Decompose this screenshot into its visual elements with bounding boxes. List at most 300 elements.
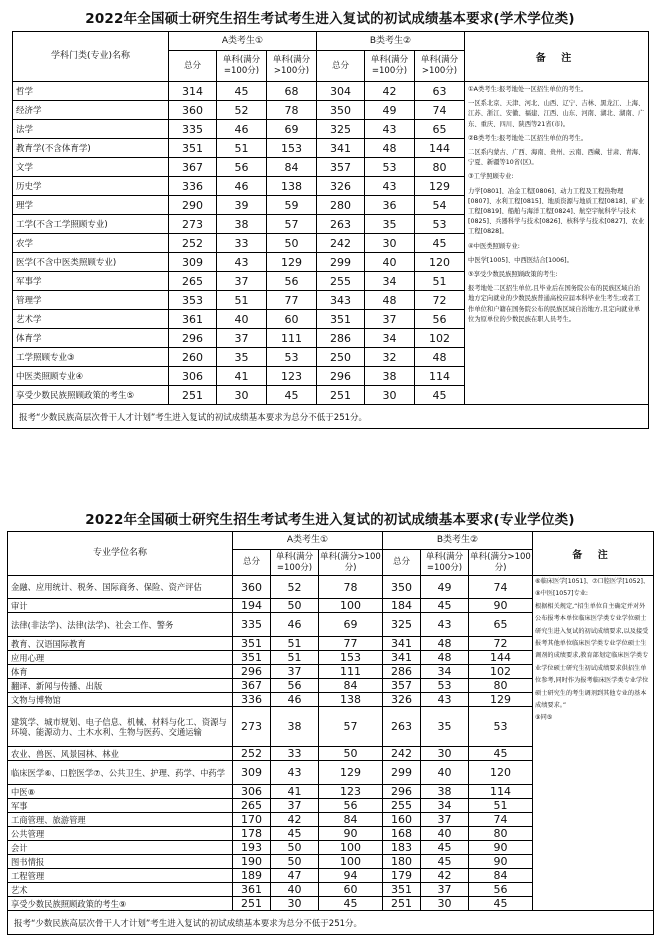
b-single100-value: 37	[421, 813, 469, 827]
b-total-value: 325	[317, 120, 365, 139]
b-total-value: 351	[383, 883, 421, 897]
b-single100-value: 49	[421, 576, 469, 599]
subject-name: 教育、汉语国际教育	[8, 637, 233, 651]
a-single-over100-value: 153	[267, 139, 317, 158]
a-total-value: 336	[233, 693, 271, 707]
a-total-value: 170	[233, 813, 271, 827]
b-total-value: 357	[317, 158, 365, 177]
a-single-over100-value: 100	[319, 855, 383, 869]
a-single100-value: 56	[271, 679, 319, 693]
note-paragraph: 二区系内蒙古、广西、海南、贵州、云南、西藏、甘肃、青海、宁夏、新疆等10省(区)。	[468, 149, 645, 167]
b-total-value: 351	[317, 310, 365, 329]
b-single100-value: 30	[421, 747, 469, 761]
a-single-over100-value: 111	[267, 329, 317, 348]
b-single100-value: 48	[421, 637, 469, 651]
a-single100-value: 41	[271, 785, 319, 799]
a-single100-header: 单科(满分=100分)	[217, 51, 267, 82]
subject-name: 医学(不含中医类照顾专业)	[13, 253, 169, 272]
a-single100-value: 33	[271, 747, 319, 761]
b-total-value: 326	[317, 177, 365, 196]
a-single100-value: 51	[217, 139, 267, 158]
b-total-value: 242	[317, 234, 365, 253]
b-total-value: 251	[317, 386, 365, 405]
a-group-header: A类考生①	[169, 32, 317, 51]
a-single100-value: 30	[271, 897, 319, 911]
b-single100-value: 48	[365, 291, 415, 310]
subject-name: 文物与博物馆	[8, 693, 233, 707]
a-single-over100-value: 84	[267, 158, 317, 177]
a-total-value: 309	[169, 253, 217, 272]
subject-name: 中医⑧	[8, 785, 233, 799]
note-paragraph: ⑥临床医学[1051]、⑦口腔医学[1052]、⑧中医[1057]专业:	[535, 578, 650, 598]
a-single-over100-value: 56	[267, 272, 317, 291]
a-single-over100-value: 57	[319, 707, 383, 747]
notes-cell	[465, 82, 649, 405]
b-single100-value: 42	[365, 82, 415, 101]
a-single-over100-value: 50	[319, 747, 383, 761]
a-total-value: 351	[233, 637, 271, 651]
note-paragraph: ⑤享受少数民族照顾政策的考生:	[468, 271, 558, 279]
a-single-over100-value: 45	[319, 897, 383, 911]
a-total-value: 335	[169, 120, 217, 139]
a-total-value: 252	[169, 234, 217, 253]
a-total-value: 351	[169, 139, 217, 158]
a-single-over100-value: 59	[267, 196, 317, 215]
b-single100-value: 48	[365, 139, 415, 158]
a-total-value: 314	[169, 82, 217, 101]
table-row	[13, 82, 649, 101]
b-single-over100-value: 51	[415, 272, 465, 291]
a-total-value: 178	[233, 827, 271, 841]
b-total-value: 180	[383, 855, 421, 869]
a-single-over100-value: 84	[319, 813, 383, 827]
a-single100-value: 50	[271, 855, 319, 869]
b-total-value: 343	[317, 291, 365, 310]
a-single-over100-value: 153	[319, 651, 383, 665]
a-total-value: 360	[233, 576, 271, 599]
a-total-value: 265	[169, 272, 217, 291]
b-total-value: 296	[383, 785, 421, 799]
b-total-value: 168	[383, 827, 421, 841]
a-single100-value: 37	[271, 665, 319, 679]
b-single100-value: 34	[421, 799, 469, 813]
b-single-over100-value: 144	[415, 139, 465, 158]
b-single100-value: 35	[421, 707, 469, 747]
a-total-value: 336	[169, 177, 217, 196]
b-single-over100-value: 63	[415, 82, 465, 101]
b-single100-value: 43	[365, 120, 415, 139]
subject-name: 工商管理、旅游管理	[8, 813, 233, 827]
b-total-value: 251	[383, 897, 421, 911]
a-single100-value: 52	[217, 101, 267, 120]
a-total-value: 296	[169, 329, 217, 348]
a-single100-value: 51	[271, 637, 319, 651]
b-single-over100-value: 120	[415, 253, 465, 272]
b-single-over100-header: 单科(满分>100分)	[415, 51, 465, 82]
b-total-value: 299	[317, 253, 365, 272]
a-single-over100-value: 69	[319, 613, 383, 637]
subject-name: 体育学	[13, 329, 169, 348]
subject-name: 享受少数民族照顾政策的考生⑨	[8, 897, 233, 911]
b-total-value: 250	[317, 348, 365, 367]
a-single-over100-value: 77	[319, 637, 383, 651]
b-total-value: 326	[383, 693, 421, 707]
b-single-over100-value: 80	[469, 827, 533, 841]
a-single-over100-value: 111	[319, 665, 383, 679]
a-single100-value: 38	[271, 707, 319, 747]
a-single100-value: 37	[271, 799, 319, 813]
a-single-over100-value: 129	[267, 253, 317, 272]
b-single-over100-value: 102	[469, 665, 533, 679]
a-single-over100-value: 84	[319, 679, 383, 693]
b-total-header: 总分	[317, 51, 365, 82]
subject-name: 法律(非法学)、法律(法学)、社会工作、警务	[8, 613, 233, 637]
subject-name: 会计	[8, 841, 233, 855]
b-single-over100-value: 74	[469, 813, 533, 827]
a-single100-value: 52	[271, 576, 319, 599]
b-total-value: 263	[383, 707, 421, 747]
a-single100-value: 50	[271, 841, 319, 855]
b-group-header: B类考生②	[383, 532, 533, 550]
a-single100-value: 40	[271, 883, 319, 897]
b-single-over100-value: 56	[469, 883, 533, 897]
subject-name: 工程管理	[8, 869, 233, 883]
a-single100-value: 37	[217, 329, 267, 348]
b-total-value: 255	[383, 799, 421, 813]
b-single100-value: 40	[421, 761, 469, 785]
subject-name: 军事	[8, 799, 233, 813]
subject-name: 工学(不含工学照顾专业)	[13, 215, 169, 234]
b-total-value: 350	[317, 101, 365, 120]
notes-column-header: 备 注	[533, 532, 654, 576]
a-total-value: 367	[233, 679, 271, 693]
a-single-over100-value: 69	[267, 120, 317, 139]
professional-score-table	[7, 531, 654, 935]
a-single-over100-value: 123	[267, 367, 317, 386]
a-single100-value: 43	[217, 253, 267, 272]
b-single100-value: 43	[365, 177, 415, 196]
a-single-over100-value: 94	[319, 869, 383, 883]
b-single100-value: 34	[365, 272, 415, 291]
b-single100-value: 40	[421, 827, 469, 841]
b-single-over100-value: 129	[415, 177, 465, 196]
a-single100-value: 40	[217, 310, 267, 329]
b-single100-value: 35	[365, 215, 415, 234]
a-group-header: A类考生①	[233, 532, 383, 550]
b-single100-value: 37	[365, 310, 415, 329]
note-paragraph: ⑨同⑤	[535, 714, 553, 722]
a-single100-value: 39	[217, 196, 267, 215]
b-total-value: 296	[317, 367, 365, 386]
subject-name: 哲学	[13, 82, 169, 101]
b-total-value: 341	[383, 651, 421, 665]
a-single100-value: 45	[271, 827, 319, 841]
a-single100-value: 51	[217, 291, 267, 310]
a-single-over100-header: 单科(满分>100分)	[319, 550, 383, 576]
b-total-value: 341	[383, 637, 421, 651]
subject-name: 金融、应用统计、税务、国际商务、保险、资产评估	[8, 576, 233, 599]
professional-table-title: 2022年全国硕士研究生招生考试考生进入复试的初试成绩基本要求(专业学位类)	[85, 512, 575, 528]
a-single100-value: 46	[271, 613, 319, 637]
a-single100-value: 45	[217, 82, 267, 101]
b-total-value: 184	[383, 599, 421, 613]
a-total-value: 335	[233, 613, 271, 637]
b-total-value: 179	[383, 869, 421, 883]
b-single100-value: 49	[365, 101, 415, 120]
subject-name: 享受少数民族照顾政策的考生⑤	[13, 386, 169, 405]
b-single-over100-value: 114	[469, 785, 533, 799]
subject-name: 农学	[13, 234, 169, 253]
b-single100-value: 53	[421, 679, 469, 693]
a-single100-value: 42	[271, 813, 319, 827]
a-single-over100-value: 90	[319, 827, 383, 841]
a-total-value: 252	[233, 747, 271, 761]
a-single100-value: 41	[217, 367, 267, 386]
a-total-value: 306	[169, 367, 217, 386]
b-single-over100-value: 56	[415, 310, 465, 329]
a-single-over100-value: 123	[319, 785, 383, 799]
footer-row	[13, 405, 649, 429]
a-total-value: 189	[233, 869, 271, 883]
b-total-value: 341	[317, 139, 365, 158]
subject-name: 文学	[13, 158, 169, 177]
b-single100-header: 单科(满分=100分)	[421, 550, 469, 576]
table-row	[8, 576, 654, 599]
a-total-value: 306	[233, 785, 271, 799]
subject-name: 工学照顾专业③	[13, 348, 169, 367]
a-single100-value: 46	[217, 177, 267, 196]
b-single100-value: 48	[421, 651, 469, 665]
a-total-value: 290	[169, 196, 217, 215]
note-paragraph: ①A类考生:报考地处一区招生单位的考生。	[468, 86, 588, 93]
b-single-over100-value: 74	[469, 576, 533, 599]
a-total-value: 251	[233, 897, 271, 911]
subject-name: 应用心理	[8, 651, 233, 665]
a-single-over100-value: 138	[319, 693, 383, 707]
subject-name: 艺术	[8, 883, 233, 897]
b-total-value: 286	[317, 329, 365, 348]
b-single-over100-value: 65	[415, 120, 465, 139]
a-single100-value: 33	[217, 234, 267, 253]
b-single-over100-value: 65	[469, 613, 533, 637]
b-single-over100-value: 102	[415, 329, 465, 348]
a-single-over100-value: 60	[319, 883, 383, 897]
b-single100-value: 30	[421, 897, 469, 911]
a-single100-value: 51	[271, 651, 319, 665]
a-single-over100-value: 50	[267, 234, 317, 253]
notes-column-header: 备 注	[465, 32, 649, 82]
subject-name: 审计	[8, 599, 233, 613]
b-total-value: 325	[383, 613, 421, 637]
a-total-value: 367	[169, 158, 217, 177]
b-single-over100-value: 114	[415, 367, 465, 386]
subject-name: 历史学	[13, 177, 169, 196]
b-total-value: 286	[383, 665, 421, 679]
subject-name: 体育	[8, 665, 233, 679]
a-single-over100-value: 45	[267, 386, 317, 405]
b-total-value: 242	[383, 747, 421, 761]
b-total-value: 299	[383, 761, 421, 785]
a-single-over100-value: 68	[267, 82, 317, 101]
a-total-value: 273	[169, 215, 217, 234]
subject-column-header: 专业学位名称	[8, 532, 233, 576]
b-total-value: 263	[317, 215, 365, 234]
b-total-value: 304	[317, 82, 365, 101]
b-single100-value: 32	[365, 348, 415, 367]
b-single-over100-value: 72	[469, 637, 533, 651]
b-single-over100-value: 48	[415, 348, 465, 367]
a-total-value: 251	[169, 386, 217, 405]
a-single100-value: 56	[217, 158, 267, 177]
b-single-over100-value: 84	[469, 869, 533, 883]
a-single100-value: 47	[271, 869, 319, 883]
subject-name: 理学	[13, 196, 169, 215]
a-total-value: 309	[233, 761, 271, 785]
b-single-over100-value: 53	[469, 707, 533, 747]
b-total-value: 350	[383, 576, 421, 599]
a-single-over100-value: 100	[319, 841, 383, 855]
subject-name: 艺术学	[13, 310, 169, 329]
b-single-over100-value: 90	[469, 841, 533, 855]
subject-name: 管理学	[13, 291, 169, 310]
a-single-over100-value: 56	[319, 799, 383, 813]
a-total-header: 总分	[169, 51, 217, 82]
subject-name: 教育学(不含体育学)	[13, 139, 169, 158]
note-paragraph: ③工学照顾专业:	[468, 173, 514, 181]
subject-name: 临床医学⑥、口腔医学⑦、公共卫生、护理、药学、中药学	[8, 761, 233, 785]
a-single100-value: 46	[217, 120, 267, 139]
b-single100-value: 45	[421, 599, 469, 613]
a-total-value: 353	[169, 291, 217, 310]
b-single100-value: 40	[365, 253, 415, 272]
b-single100-value: 45	[421, 841, 469, 855]
subject-name: 法学	[13, 120, 169, 139]
b-single-over100-value: 90	[469, 855, 533, 869]
a-single-over100-value: 100	[319, 599, 383, 613]
footer-row	[8, 911, 654, 935]
b-single-over100-value: 80	[469, 679, 533, 693]
note-paragraph: 根据相关规定,“招生单位自主确定并对外公布报考本单位临床医学类专业学位硕士研究生进入复试的初试成绩要求,以及接受报考其他单位临床医学类专业学位硕士生调剂的成绩要求,教育部划定临床医学类专业学位硕士研究生初试成绩要求供招生单位参考,同时作为报考临床医学类专业学位硕士研究生的考生调剂到其他专业的基本成绩要求。”	[535, 602, 649, 710]
a-single100-value: 46	[271, 693, 319, 707]
academic-score-table	[12, 31, 649, 429]
a-single-over100-value: 78	[267, 101, 317, 120]
b-single100-value: 30	[365, 386, 415, 405]
a-total-value: 194	[233, 599, 271, 613]
b-single100-header: 单科(满分=100分)	[365, 51, 415, 82]
b-single100-value: 42	[421, 869, 469, 883]
academic-table-title: 2022年全国硕士研究生招生考试考生进入复试的初试成绩基本要求(学术学位类)	[85, 11, 575, 27]
a-total-value: 273	[233, 707, 271, 747]
b-single-over100-value: 144	[469, 651, 533, 665]
a-total-value: 360	[169, 101, 217, 120]
b-single100-value: 43	[421, 693, 469, 707]
a-single-over100-value: 60	[267, 310, 317, 329]
subject-name: 农业、兽医、风景园林、林业	[8, 747, 233, 761]
a-total-value: 361	[233, 883, 271, 897]
a-single100-value: 50	[271, 599, 319, 613]
b-single-over100-value: 129	[469, 693, 533, 707]
b-single-over100-value: 80	[415, 158, 465, 177]
a-single100-value: 38	[217, 215, 267, 234]
subject-name: 建筑学、城市规划、电子信息、机械、材料与化工、资源与环境、能源动力、土木水利、生物与医药、交通运输	[8, 707, 233, 747]
subject-name: 军事学	[13, 272, 169, 291]
b-single100-value: 38	[365, 367, 415, 386]
b-single-over100-value: 51	[469, 799, 533, 813]
a-total-value: 265	[233, 799, 271, 813]
b-single-over100-value: 54	[415, 196, 465, 215]
b-total-value: 280	[317, 196, 365, 215]
a-single100-value: 30	[217, 386, 267, 405]
a-single100-header: 单科(满分=100分)	[271, 550, 319, 576]
note-paragraph: ②B类考生:报考地处二区招生单位的考生。	[468, 134, 588, 142]
b-group-header: B类考生②	[317, 32, 465, 51]
b-single100-value: 36	[365, 196, 415, 215]
b-total-header: 总分	[383, 550, 421, 576]
footer-note: 报考“少数民族高层次骨干人才计划”考生进入复试的初试成绩基本要求为总分不低于251分。	[13, 405, 649, 429]
b-single-over100-value: 53	[415, 215, 465, 234]
note-paragraph: 一区系北京、天津、河北、山西、辽宁、吉林、黑龙江、上海、江苏、浙江、安徽、福建、江西、山东、河南、湖北、湖南、广东、重庆、四川、陕西等21省(市)。	[468, 100, 645, 128]
note-paragraph: 力学[0801]、冶金工程[0806]、动力工程及工程热物理[0807]、水利工程[0815]、地质资源与地质工程[0818]、矿业工程[0819]、船舶与海洋工程[0824]、航空宇航科学与技术[0825]、兵器科学与技术[0826]、核科学与技术[0827]、农业工程[0828]。	[468, 187, 645, 236]
note-paragraph: ④中医类照顾专业:	[468, 242, 520, 250]
b-single100-value: 45	[421, 855, 469, 869]
subject-name: 经济学	[13, 101, 169, 120]
subject-name: 中医类照顾专业④	[13, 367, 169, 386]
subject-column-header: 学科门类(专业)名称	[13, 32, 169, 82]
b-total-value: 357	[383, 679, 421, 693]
notes-cell	[533, 576, 654, 911]
b-single-over100-value: 45	[415, 386, 465, 405]
b-total-value: 160	[383, 813, 421, 827]
a-total-value: 351	[233, 651, 271, 665]
a-single100-value: 35	[217, 348, 267, 367]
a-single-over100-value: 77	[267, 291, 317, 310]
a-single100-value: 43	[271, 761, 319, 785]
a-single-over100-header: 单科(满分>100分)	[267, 51, 317, 82]
b-single-over100-value: 90	[469, 599, 533, 613]
b-single100-value: 34	[421, 665, 469, 679]
b-single-over100-header: 单科(满分>100分)	[469, 550, 533, 576]
b-single-over100-value: 45	[469, 897, 533, 911]
a-single-over100-value: 138	[267, 177, 317, 196]
b-single-over100-value: 45	[469, 747, 533, 761]
a-total-value: 361	[169, 310, 217, 329]
a-total-value: 193	[233, 841, 271, 855]
a-single-over100-value: 57	[267, 215, 317, 234]
note-paragraph: 报考地处二区招生单位,且毕业后在国务院公布的民族区域自治地方定向就业的少数民族普通高校应届本科毕业生考生;或者工作单位和户籍在国务院公布的民族区域自治地方,且定向就业单位为原单位的少数民族在职人员考生。	[468, 285, 641, 323]
b-total-value: 255	[317, 272, 365, 291]
a-total-value: 190	[233, 855, 271, 869]
b-single100-value: 38	[421, 785, 469, 799]
b-single-over100-value: 45	[415, 234, 465, 253]
a-total-value: 296	[233, 665, 271, 679]
a-total-value: 260	[169, 348, 217, 367]
b-single100-value: 34	[365, 329, 415, 348]
footer-note: 报考“少数民族高层次骨干人才计划”考生进入复试的初试成绩基本要求为总分不低于251分。	[8, 911, 654, 935]
a-single-over100-value: 53	[267, 348, 317, 367]
a-single-over100-value: 129	[319, 761, 383, 785]
b-single100-value: 30	[365, 234, 415, 253]
b-single100-value: 43	[421, 613, 469, 637]
b-single100-value: 53	[365, 158, 415, 177]
subject-name: 翻译、新闻与传播、出版	[8, 679, 233, 693]
a-single-over100-value: 78	[319, 576, 383, 599]
b-single-over100-value: 72	[415, 291, 465, 310]
b-single-over100-value: 74	[415, 101, 465, 120]
b-single-over100-value: 120	[469, 761, 533, 785]
note-paragraph: 中医学[1005]、中西医结合[1006]。	[468, 256, 573, 264]
b-single100-value: 37	[421, 883, 469, 897]
a-single100-value: 37	[217, 272, 267, 291]
